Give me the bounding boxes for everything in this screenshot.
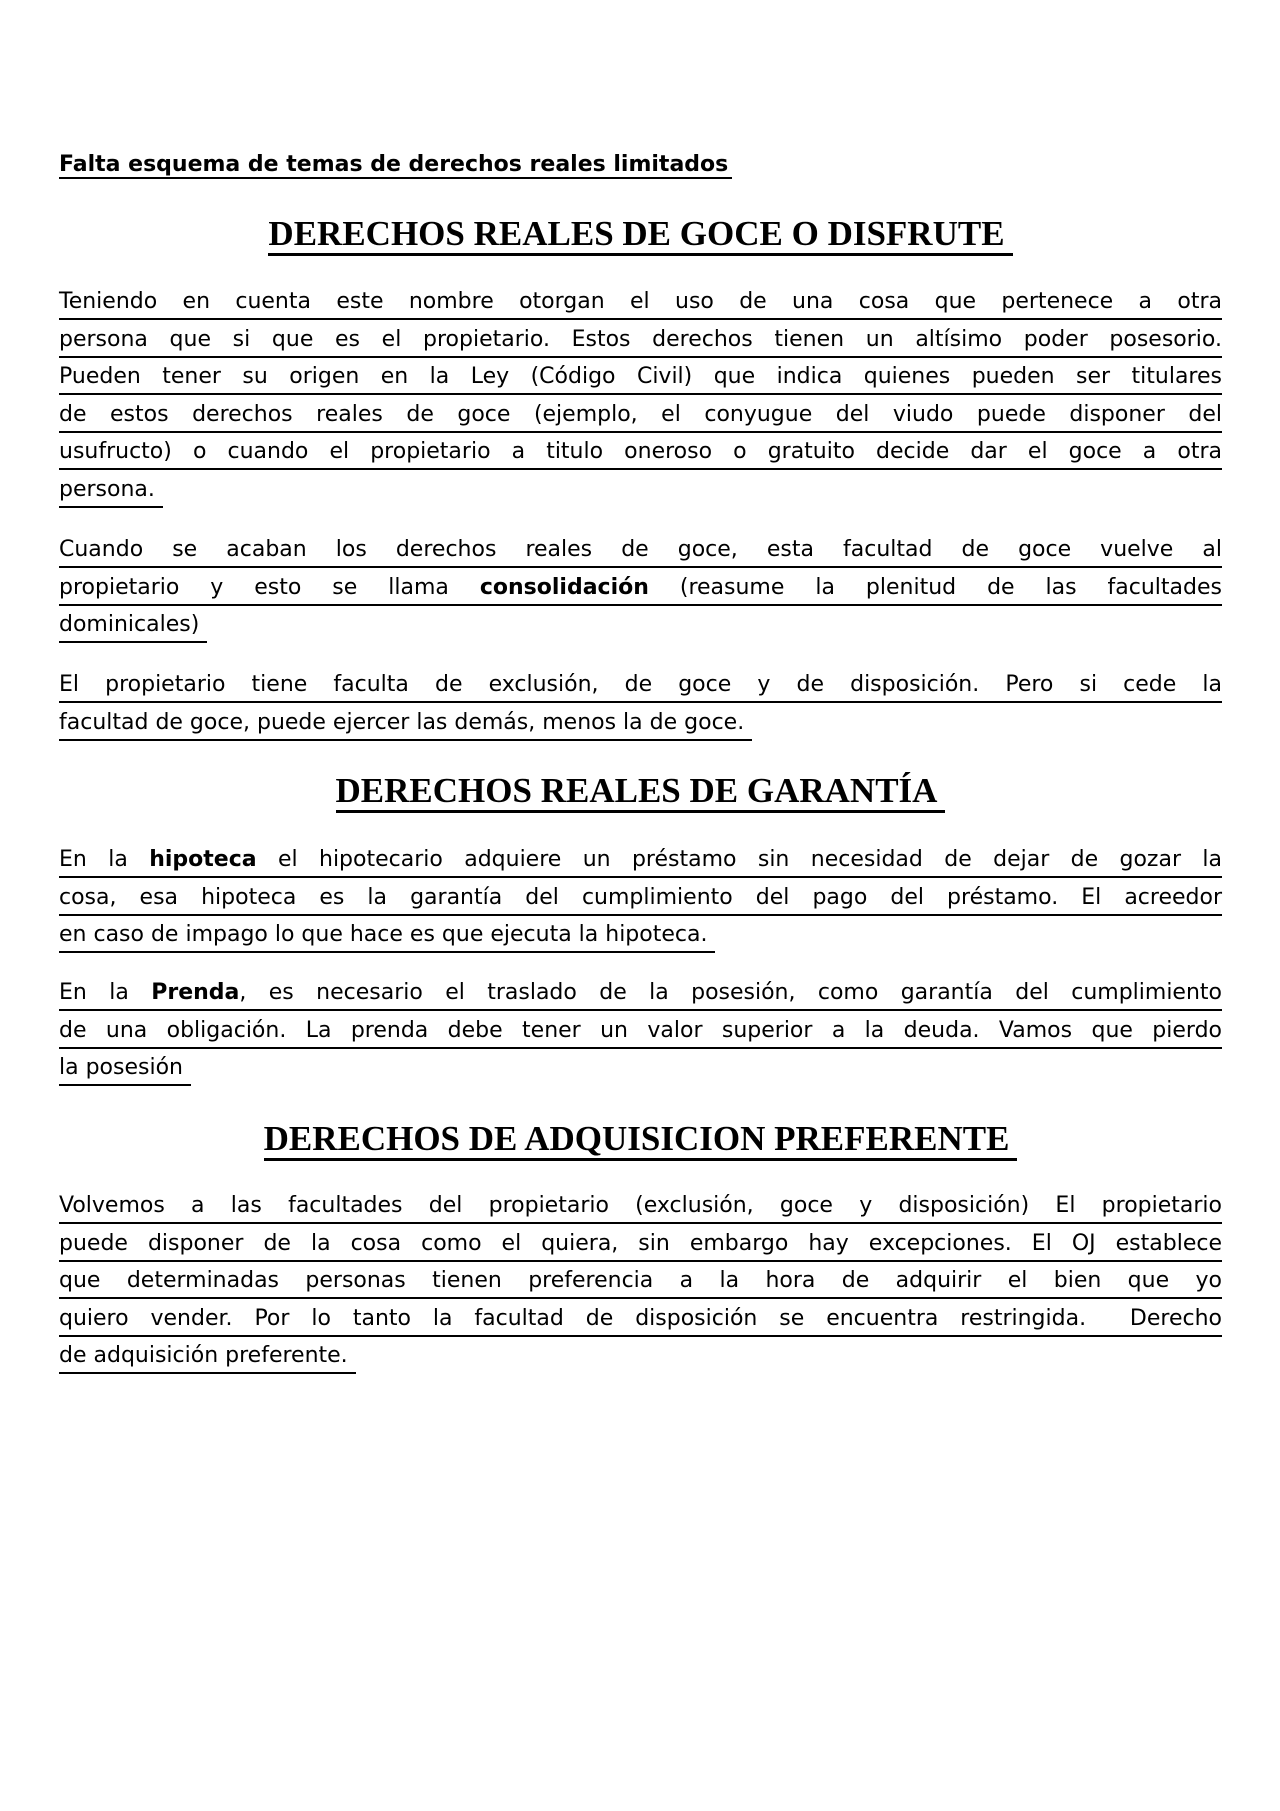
- text-line-content: [59, 668, 1222, 703]
- text-line: [59, 706, 1222, 744]
- paragraph-hipoteca: [59, 843, 1222, 956]
- text-line: [59, 976, 1222, 1014]
- text-line: [59, 918, 1222, 956]
- text-line-content: [59, 918, 715, 953]
- text-line-content: [59, 706, 752, 741]
- text-line-content: [59, 323, 1222, 358]
- text-line-content: [59, 571, 1222, 606]
- text-segment: En la: [59, 980, 152, 1005]
- text-segment: puede disponer de la cosa como el quiera, sin embargo hay excepciones. El OJ establece: [59, 1230, 1222, 1256]
- text-segment: de adquisición preferente.: [59, 1343, 348, 1369]
- text-line: [59, 1189, 1222, 1227]
- text-segment: el hipotecario adquiere un préstamo sin necesidad de dejar de gozar la: [256, 847, 1222, 872]
- text-line-content: [59, 398, 1222, 433]
- text-line: [59, 1264, 1222, 1302]
- text-line-content: [59, 1014, 1222, 1049]
- text-line: [59, 533, 1222, 571]
- text-line: [59, 608, 1222, 646]
- paragraph-goce-3: [59, 668, 1222, 743]
- text-segment: en caso de impago lo que hace es que ejecuta la hipoteca.: [59, 922, 708, 948]
- text-line-content: [59, 1227, 1222, 1262]
- text-segment: En la: [59, 847, 150, 872]
- text-line-content: [59, 976, 1222, 1011]
- text-line: [59, 843, 1222, 881]
- text-line-content: [59, 533, 1222, 568]
- text-line: [59, 285, 1222, 323]
- text-line-content: [59, 608, 207, 643]
- text-segment: la posesión: [59, 1055, 183, 1081]
- text-segment: , es necesario el traslado de la posesión, como garantía del cumplimiento: [239, 980, 1222, 1005]
- text-segment: propietario y esto se llama: [59, 574, 480, 600]
- text-segment: cosa, esa hipoteca es la garantía del cumplimiento del pago del préstamo. El acreedor: [59, 884, 1222, 910]
- text-line-content: [59, 1264, 1222, 1299]
- text-segment: que determinadas personas tienen preferencia a la hora de adquirir el bien que yo: [59, 1268, 1222, 1294]
- bold-term: consolidación: [479, 574, 649, 600]
- text-segment: Cuando se acaban los derechos reales de goce, esta facultad de goce vuelve al: [59, 537, 1222, 562]
- text-line: [59, 398, 1222, 436]
- heading-text: DERECHOS REALES DE GOCE O DISFRUTE: [268, 215, 1012, 256]
- text-line: [59, 571, 1222, 609]
- bold-term: Prenda: [151, 980, 240, 1005]
- text-segment: Teniendo en cuenta este nombre otorgan el uso de una cosa que pertenece a otra: [59, 289, 1222, 314]
- text-line: [59, 435, 1222, 473]
- text-segment: persona que si que es el propietario. Estos derechos tienen un altísimo poder posesorio.: [59, 326, 1222, 352]
- text-line: [59, 1227, 1222, 1265]
- heading-goce: [59, 212, 1222, 256]
- text-line: [59, 1339, 1222, 1377]
- note-title: [59, 150, 1222, 180]
- paragraph-goce-2: [59, 533, 1222, 646]
- text-line-content: [59, 1051, 191, 1086]
- paragraph-prenda: [59, 976, 1222, 1089]
- text-line: [59, 1302, 1222, 1340]
- text-segment: facultad de goce, puede ejercer las demás, menos la de goce.: [59, 709, 745, 735]
- text-line: [59, 668, 1222, 706]
- heading-text: DERECHOS DE ADQUISICION PREFERENTE: [264, 1120, 1018, 1161]
- text-line: [59, 360, 1222, 398]
- text-line-content: [59, 1189, 1222, 1224]
- bold-term: hipoteca: [149, 847, 257, 872]
- text-line: [59, 323, 1222, 361]
- text-segment: usufructo) o cuando el propietario a titulo oneroso o gratuito decide dar el goce a otra: [59, 439, 1222, 465]
- text-line-content: [59, 473, 163, 508]
- text-segment: El propietario tiene faculta de exclusión, de goce y de disposición. Pero si cede la: [59, 672, 1222, 697]
- text-line-content: [59, 881, 1222, 916]
- heading-garantia: [59, 769, 1222, 813]
- text-line-content: [59, 435, 1222, 470]
- text-line-content: [59, 285, 1222, 320]
- text-line: [59, 473, 1222, 511]
- text-segment: Volvemos a las facultades del propietario (exclusión, goce y disposición) El propietario: [59, 1193, 1222, 1218]
- paragraph-adquisicion: [59, 1189, 1222, 1377]
- heading-adquisicion: [59, 1117, 1222, 1161]
- text-segment: de una obligación. La prenda debe tener un valor superior a la deuda. Vamos que pierdo: [59, 1017, 1222, 1043]
- note-title-text: Falta esquema de temas de derechos reales limitados: [59, 152, 732, 179]
- text-line: [59, 1014, 1222, 1052]
- paragraph-goce-1: [59, 285, 1222, 511]
- text-line-content: [59, 1302, 1222, 1337]
- text-line: [59, 881, 1222, 919]
- text-line-content: [59, 360, 1222, 395]
- text-line-content: [59, 843, 1222, 878]
- text-segment: persona.: [59, 476, 155, 502]
- text-line-content: [59, 1339, 356, 1374]
- text-segment: dominicales): [59, 612, 200, 638]
- text-line: [59, 1051, 1222, 1089]
- text-segment: de estos derechos reales de goce (ejemplo, el conyugue del viudo puede disponer del: [59, 401, 1222, 427]
- text-segment: quiero vender. Por lo tanto la facultad de disposición se encuentra restringida. Derecho: [59, 1305, 1222, 1331]
- text-segment: Pueden tener su origen en la Ley (Código Civil) que indica quienes pueden ser titulares: [59, 364, 1222, 390]
- text-segment: (reasume la plenitud de las facultades: [648, 574, 1222, 600]
- heading-text: DERECHOS REALES DE GARANTÍA: [336, 772, 946, 813]
